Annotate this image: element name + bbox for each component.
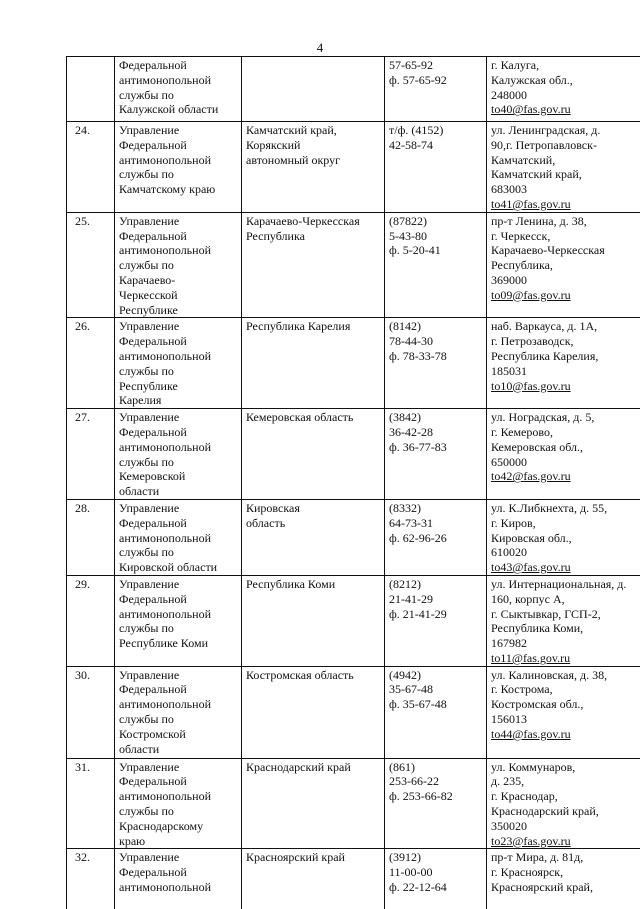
phone-numbers	[385, 849, 487, 909]
region-name	[242, 499, 385, 575]
organization-name-line: Федеральной	[119, 682, 238, 697]
row-number: 25.	[67, 212, 115, 318]
address-line: Кемеровская обл.,	[491, 440, 640, 455]
address-line: Карачаево-Черкесская	[491, 243, 640, 258]
region-name-line: область	[246, 516, 381, 531]
phone-numbers-line: ф. 22-12-64	[389, 880, 483, 895]
organization-name-line: Управление	[119, 410, 238, 425]
address-line: г. Красноярск,	[491, 865, 640, 880]
email-link[interactable]: to41@fas.gov.ru	[491, 197, 640, 212]
address-line: 248000	[491, 88, 640, 103]
address-line: 90,г. Петропавловск-	[491, 138, 640, 153]
table-row	[67, 409, 640, 500]
row-number: 28.	[67, 499, 115, 575]
phone-numbers-line: 42-58-74	[389, 138, 483, 153]
address-line: Кировская обл.,	[491, 531, 640, 546]
organization-name-line: Калужской области	[119, 102, 238, 117]
email-link[interactable]: to11@fas.gov.ru	[491, 651, 640, 666]
organization-name-line: антимонопольной	[119, 440, 238, 455]
row-number	[67, 57, 115, 122]
region-name-line: Республика Коми	[246, 577, 381, 592]
phone-numbers-line: ф. 21-41-29	[389, 607, 483, 622]
address-line: Краснодарский край,	[491, 804, 640, 819]
row-number: 31.	[67, 758, 115, 849]
organization-name-line: антимонопольной	[119, 880, 238, 895]
organization-name	[115, 499, 242, 575]
organization-name-line: Управление	[119, 319, 238, 334]
address	[487, 758, 640, 849]
address-line: ул. К.Либкнехта, д. 55,	[491, 501, 640, 516]
address-line: 156013	[491, 712, 640, 727]
table-row	[67, 849, 640, 909]
address	[487, 57, 640, 122]
address-line: г. Краснодар,	[491, 789, 640, 804]
address-line: Костромская обл.,	[491, 697, 640, 712]
organization-name-line: службы по	[119, 804, 238, 819]
address-line: г. Кострома,	[491, 682, 640, 697]
address	[487, 575, 640, 666]
address-line: 160, корпус А,	[491, 592, 640, 607]
phone-numbers-line: 5-43-80	[389, 229, 483, 244]
phone-numbers	[385, 122, 487, 213]
organization-name-line: Управление	[119, 668, 238, 683]
organization-name-line: службы по	[119, 364, 238, 379]
address-line: г. Сыктывкар, ГСП-2,	[491, 607, 640, 622]
region-name-line: автономный округ	[246, 153, 381, 168]
phone-numbers	[385, 409, 487, 500]
email-link[interactable]: to09@fas.gov.ru	[491, 288, 640, 303]
email-link[interactable]: to23@fas.gov.ru	[491, 834, 640, 849]
organization-name-line: области	[119, 484, 238, 499]
table-row	[67, 666, 640, 758]
organization-name-line: антимонопольной	[119, 607, 238, 622]
table-row	[67, 318, 640, 409]
phone-numbers-line: ф. 62-96-26	[389, 531, 483, 546]
region-name-line: Красноярский край	[246, 850, 381, 865]
table-body	[67, 57, 640, 909]
phone-numbers-line: (87822)	[389, 214, 483, 229]
region-name	[242, 758, 385, 849]
organization-name-line: службы по	[119, 545, 238, 560]
address-line: 185031	[491, 364, 640, 379]
organization-name-line: Федеральной	[119, 334, 238, 349]
phone-numbers-line: 21-41-29	[389, 592, 483, 607]
region-name	[242, 575, 385, 666]
region-name	[242, 318, 385, 409]
region-name	[242, 122, 385, 213]
phone-numbers	[385, 499, 487, 575]
organization-name-line: службы по	[119, 712, 238, 727]
table-row	[67, 758, 640, 849]
address-line: 610020	[491, 545, 640, 560]
phone-numbers-line: т/ф. (4152)	[389, 123, 483, 138]
organization-name-line: службы по	[119, 88, 238, 103]
phone-numbers-line: (861)	[389, 760, 483, 775]
address-line: ул. Ленинградская, д.	[491, 123, 640, 138]
address	[487, 318, 640, 409]
organization-name-line: Республике	[119, 379, 238, 394]
region-name	[242, 849, 385, 909]
phone-numbers-line: ф. 35-67-48	[389, 697, 483, 712]
organization-name-line: Федеральной	[119, 774, 238, 789]
page-number: 4	[0, 40, 640, 56]
region-name-line: Карачаево-Черкесская	[246, 214, 381, 229]
organization-name-line: Управление	[119, 850, 238, 865]
phone-numbers-line: 78-44-30	[389, 334, 483, 349]
address-line: Красноярский край,	[491, 880, 640, 895]
address-line: 683003	[491, 182, 640, 197]
address	[487, 499, 640, 575]
phone-numbers-line: (8212)	[389, 577, 483, 592]
organization-name-line: Республике	[119, 303, 238, 318]
organization-name-line: Костромской	[119, 727, 238, 742]
address-line: г. Киров,	[491, 516, 640, 531]
address-line: г. Черкесск,	[491, 229, 640, 244]
row-number: 27.	[67, 409, 115, 500]
table-row	[67, 57, 640, 122]
address-line: г. Кемерово,	[491, 425, 640, 440]
row-number: 26.	[67, 318, 115, 409]
region-name-line: Республика Карелия	[246, 319, 381, 334]
table-row	[67, 212, 640, 318]
organization-name-line: Управление	[119, 214, 238, 229]
address-line: пр-т Мира, д. 81д,	[491, 850, 640, 865]
organization-name-line: антимонопольной	[119, 153, 238, 168]
phone-numbers-line: ф. 253-66-82	[389, 789, 483, 804]
organization-name-line: Федеральной	[119, 865, 238, 880]
phone-numbers	[385, 758, 487, 849]
organization-name-line: Карелия	[119, 393, 238, 408]
address-line: пр-т Ленина, д. 38,	[491, 214, 640, 229]
organization-name-line: Кемеровской	[119, 469, 238, 484]
address-line: 369000	[491, 273, 640, 288]
organization-name-line: Федеральной	[119, 229, 238, 244]
organization-name-line: службы по	[119, 621, 238, 636]
region-name	[242, 57, 385, 122]
organization-name	[115, 318, 242, 409]
address-line: 350020	[491, 819, 640, 834]
table-row	[67, 499, 640, 575]
region-name	[242, 666, 385, 758]
address-line: Республика Карелия,	[491, 349, 640, 364]
phone-numbers-line: 36-42-28	[389, 425, 483, 440]
organization-name-line: Федеральной	[119, 58, 238, 73]
phone-numbers	[385, 666, 487, 758]
address-line: Республика,	[491, 258, 640, 273]
address-line: 167982	[491, 636, 640, 651]
address	[487, 849, 640, 909]
organization-name-line: Кировской области	[119, 560, 238, 575]
organization-name-line: Управление	[119, 123, 238, 138]
phone-numbers-line: 35-67-48	[389, 682, 483, 697]
address	[487, 666, 640, 758]
address	[487, 212, 640, 318]
table-row	[67, 575, 640, 666]
fas-offices-table	[66, 56, 640, 909]
organization-name-line: области	[119, 742, 238, 757]
organization-name-line: Камчатскому краю	[119, 182, 238, 197]
phone-numbers	[385, 318, 487, 409]
organization-name-line: службы по	[119, 455, 238, 470]
email-link[interactable]: to44@fas.gov.ru	[491, 727, 640, 742]
organization-name-line: Федеральной	[119, 425, 238, 440]
email-link[interactable]: to42@fas.gov.ru	[491, 469, 640, 484]
region-name-line: Кемеровская область	[246, 410, 381, 425]
region-name-line: Кировская	[246, 501, 381, 516]
phone-numbers-line: (8332)	[389, 501, 483, 516]
address-line: г. Петрозаводск,	[491, 334, 640, 349]
row-number: 32.	[67, 849, 115, 909]
row-number: 30.	[67, 666, 115, 758]
organization-name	[115, 57, 242, 122]
address-line: Калужская обл.,	[491, 73, 640, 88]
address-line: ул. Калиновская, д. 38,	[491, 668, 640, 683]
table-row	[67, 122, 640, 213]
address-line: ул. Коммунаров,	[491, 760, 640, 775]
organization-name-line: службы по	[119, 258, 238, 273]
region-name-line: Республика	[246, 229, 381, 244]
organization-name	[115, 849, 242, 909]
phone-numbers	[385, 575, 487, 666]
phone-numbers-line: (4942)	[389, 668, 483, 683]
region-name-line: Камчатский край,	[246, 123, 381, 138]
organization-name-line: Федеральной	[119, 138, 238, 153]
address-line: ул. Ноградская, д. 5,	[491, 410, 640, 425]
email-link[interactable]: to10@fas.gov.ru	[491, 379, 640, 394]
phone-numbers-line: (3912)	[389, 850, 483, 865]
row-number: 29.	[67, 575, 115, 666]
organization-name	[115, 575, 242, 666]
organization-name-line: Федеральной	[119, 516, 238, 531]
phone-numbers-line: ф. 57-65-92	[389, 73, 483, 88]
organization-name-line: антимонопольной	[119, 789, 238, 804]
phone-numbers	[385, 212, 487, 318]
organization-name-line: Краснодарскому	[119, 819, 238, 834]
address	[487, 122, 640, 213]
phone-numbers-line: ф. 5-20-41	[389, 243, 483, 258]
phone-numbers-line: 57-65-92	[389, 58, 483, 73]
phone-numbers-line: (3842)	[389, 410, 483, 425]
phone-numbers-line: ф. 78-33-78	[389, 349, 483, 364]
organization-name-line: Республике Коми	[119, 636, 238, 651]
row-number: 24.	[67, 122, 115, 213]
address-line: Камчатский,	[491, 153, 640, 168]
organization-name-line: Карачаево-	[119, 273, 238, 288]
region-name-line: Корякский	[246, 138, 381, 153]
organization-name-line: антимонопольной	[119, 531, 238, 546]
organization-name-line: Федеральной	[119, 592, 238, 607]
phone-numbers	[385, 57, 487, 122]
organization-name-line: антимонопольной	[119, 73, 238, 88]
organization-name-line: Управление	[119, 577, 238, 592]
phone-numbers-line: ф. 36-77-83	[389, 440, 483, 455]
organization-name	[115, 409, 242, 500]
address-line: Республика Коми,	[491, 621, 640, 636]
phone-numbers-line: 253-66-22	[389, 774, 483, 789]
email-link[interactable]: to43@fas.gov.ru	[491, 560, 640, 575]
organization-name	[115, 758, 242, 849]
phone-numbers-line: (8142)	[389, 319, 483, 334]
phone-numbers-line: 64-73-31	[389, 516, 483, 531]
email-link[interactable]: to40@fas.gov.ru	[491, 102, 640, 117]
organization-name-line: Управление	[119, 760, 238, 775]
region-name-line: Костромская область	[246, 668, 381, 683]
organization-name-line: антимонопольной	[119, 697, 238, 712]
organization-name-line: службы по	[119, 167, 238, 182]
address-line: Камчатский край,	[491, 167, 640, 182]
organization-name-line: антимонопольной	[119, 243, 238, 258]
organization-name	[115, 122, 242, 213]
organization-name	[115, 666, 242, 758]
organization-name-line: краю	[119, 834, 238, 849]
address	[487, 409, 640, 500]
organization-name-line: Управление	[119, 501, 238, 516]
organization-name-line: Черкесской	[119, 288, 238, 303]
region-name	[242, 212, 385, 318]
address-line: 650000	[491, 455, 640, 470]
organization-name-line: антимонопольной	[119, 349, 238, 364]
organization-name	[115, 212, 242, 318]
address-line: д. 235,	[491, 774, 640, 789]
phone-numbers-line: 11-00-00	[389, 865, 483, 880]
address-line: ул. Интернациональная, д.	[491, 577, 640, 592]
address-line: наб. Варкауса, д. 1А,	[491, 319, 640, 334]
region-name-line: Краснодарский край	[246, 760, 381, 775]
region-name	[242, 409, 385, 500]
address-line: г. Калуга,	[491, 58, 640, 73]
